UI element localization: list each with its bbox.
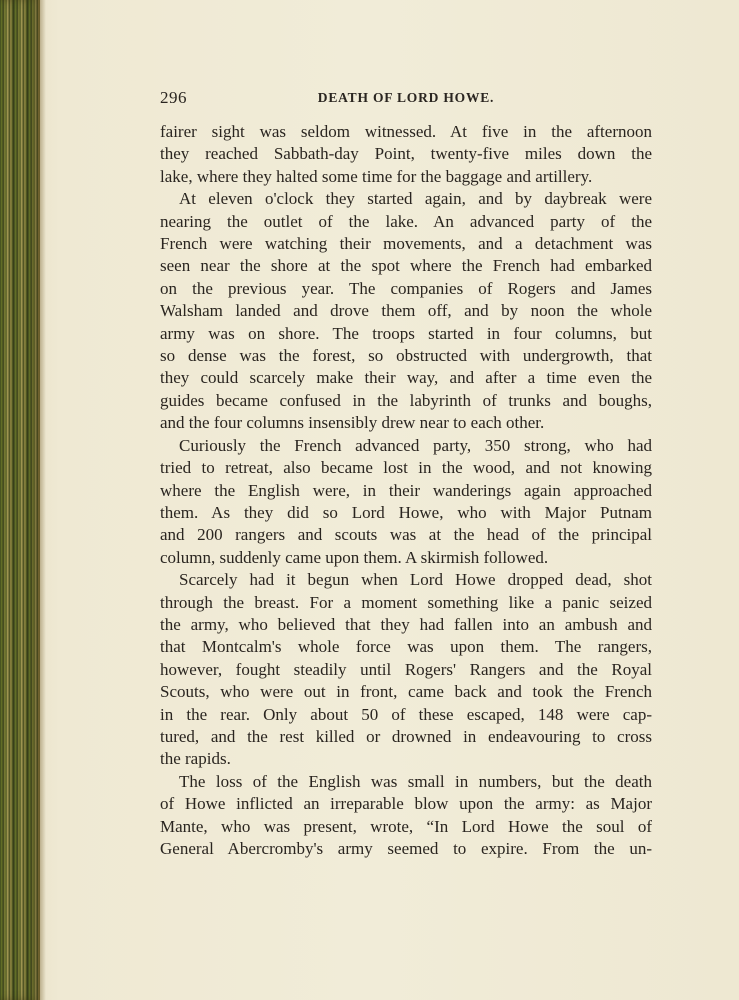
text-line: seen near the shore at the spot where the French had embarked xyxy=(160,256,652,276)
text-line: Mante, who was present, wrote, “In Lord Howe the soul of xyxy=(160,816,652,836)
text-line: The loss of the English was small in numbers, but the death xyxy=(179,771,652,791)
text-line: At eleven o'clock they started again, and by daybreak were xyxy=(179,189,652,209)
text-line: and 200 rangers and scouts was at the head of the principal xyxy=(160,525,652,545)
text-line: column, suddenly came upon them. A skirmish followed. xyxy=(160,547,549,567)
text-line: Scouts, who were out in front, came back and took the French xyxy=(160,682,652,702)
text-line: that Montcalm's whole force was upon them. The rangers, xyxy=(160,637,652,657)
text-line: in the rear. Only about 50 of these escaped, 148 were cap- xyxy=(160,704,652,724)
text-line: Walsham landed and drove them off, and by noon the whole xyxy=(160,301,652,321)
text-line: however, fought steadily until Rogers' Rangers and the Royal xyxy=(160,659,652,679)
page-header xyxy=(160,88,652,110)
text-line: army was on shore. The troops started in four columns, but xyxy=(160,323,652,343)
text-line: nearing the outlet of the lake. An advanced party of the xyxy=(160,211,652,231)
text-line: General Abercromby's army seemed to expire. From the un- xyxy=(160,839,652,858)
text-line: them. As they did so Lord Howe, who with Major Putnam xyxy=(160,502,652,522)
text-line: guides became confused in the labyrinth of trunks and boughs, xyxy=(160,390,652,410)
text-line: the army, who believed that they had fallen into an ambush and xyxy=(160,614,652,634)
text-line: tured, and the rest killed or drowned in endeavouring to cross xyxy=(160,726,652,746)
text-line: Scarcely had it begun when Lord Howe dropped dead, shot xyxy=(179,570,652,590)
running-head: DEATH OF LORD HOWE. xyxy=(317,90,495,105)
body-text xyxy=(160,121,652,860)
text-line: they could scarcely make their way, and after a time even the xyxy=(160,368,652,388)
text-line: tried to retreat, also became lost in the wood, and not knowing xyxy=(160,458,652,478)
text-line: fairer sight was seldom witnessed. At five in the afternoon xyxy=(160,122,652,141)
text-line: where the English were, in their wanderings again approached xyxy=(160,480,652,500)
text-line: lake, where they halted some time for the baggage and artillery. xyxy=(160,166,593,186)
book-binding-edge xyxy=(0,0,40,1000)
text-line: they reached Sabbath-day Point, twenty-five miles down the xyxy=(160,144,652,164)
text-line: so dense was the forest, so obstructed with undergrowth, that xyxy=(160,346,652,366)
text-line: on the previous year. The companies of Rogers and James xyxy=(160,278,652,298)
text-line: French were watching their movements, and a detachment was xyxy=(160,234,652,254)
page-number: 296 xyxy=(160,88,187,107)
text-line: through the breast. For a moment something like a panic seized xyxy=(160,592,652,612)
text-line: Curiously the French advanced party, 350 strong, who had xyxy=(179,435,652,455)
text-line: the rapids. xyxy=(160,749,231,769)
text-line: and the four columns insensibly drew near to each other. xyxy=(160,413,545,433)
text-line: of Howe inflicted an irreparable blow upon the army: as Major xyxy=(160,794,652,814)
